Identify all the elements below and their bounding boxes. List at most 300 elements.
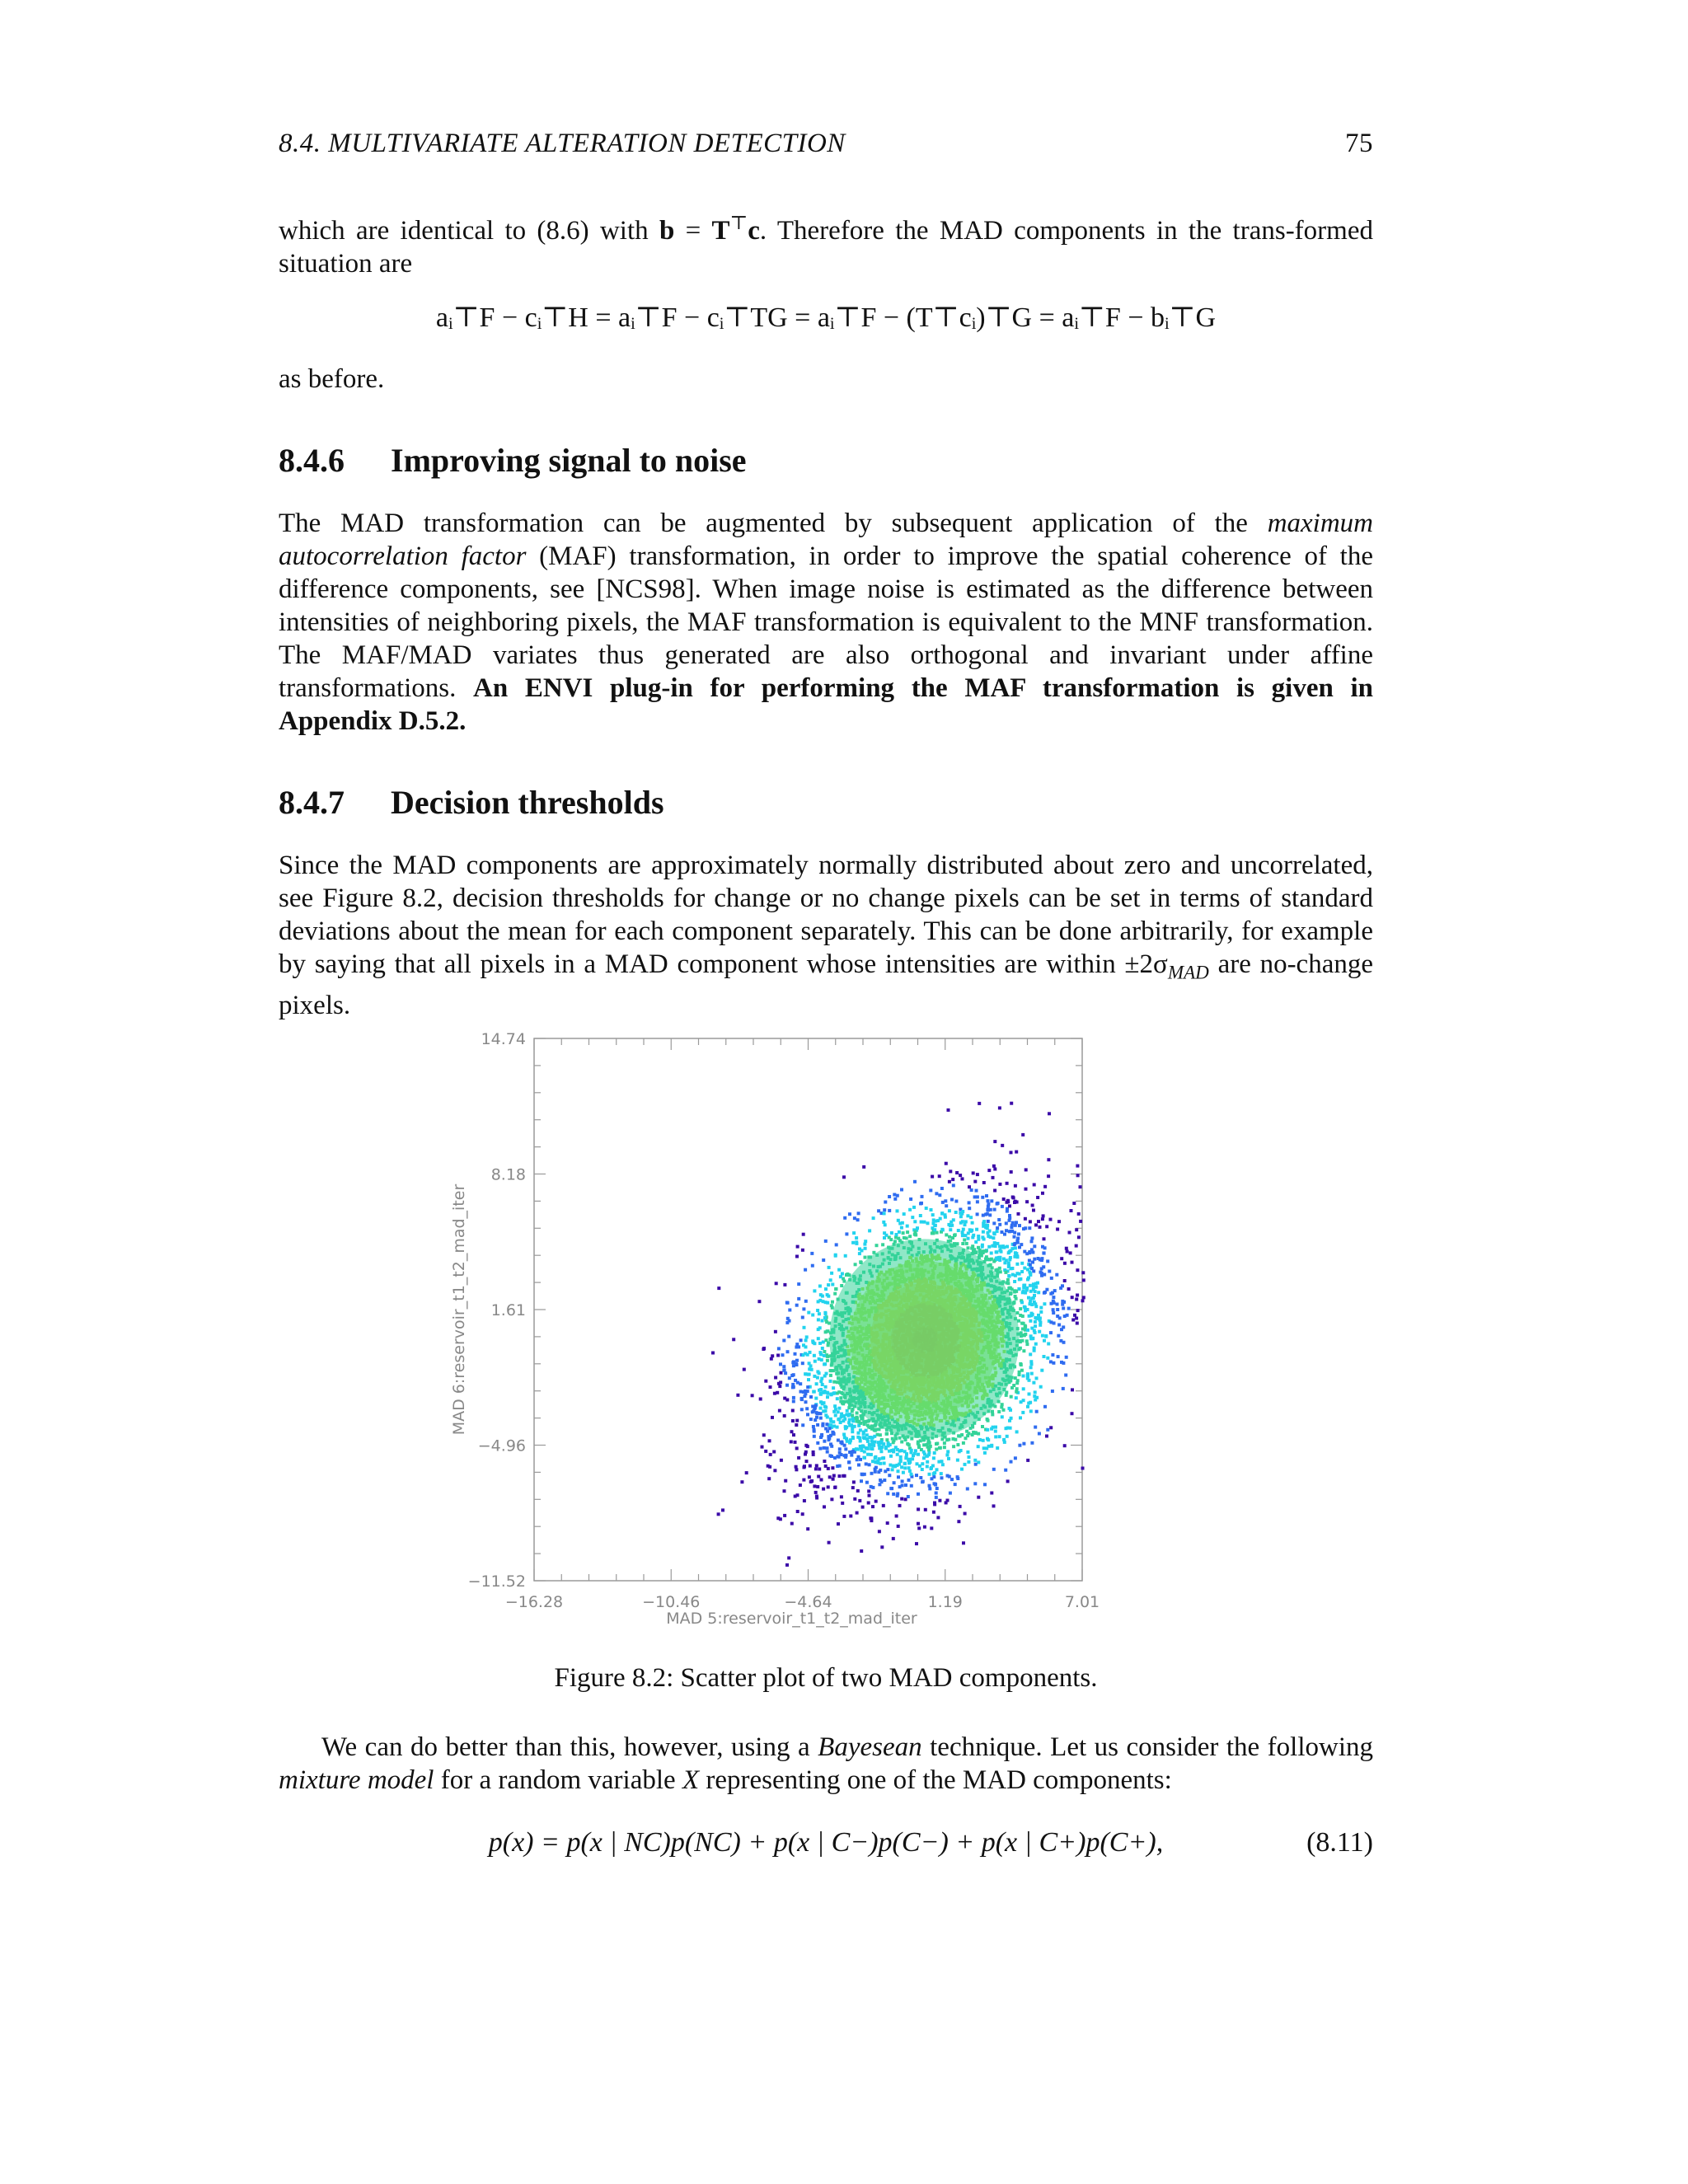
density-cell [908,1469,912,1473]
density-cell [935,1468,939,1471]
density-cell [829,1374,832,1377]
density-cell [856,1458,859,1461]
paragraph-847 [279,849,1373,1022]
density-cell [863,1436,866,1440]
density-cell [992,1236,995,1240]
density-cell [826,1395,829,1399]
density-cell [841,1502,844,1505]
density-cell [1015,1381,1019,1385]
y-tick-label: 8.18 [490,1165,526,1184]
density-cell [840,1495,843,1498]
density-cell [796,1381,799,1385]
p847-text-2: are no-change pixels. [279,949,1373,1020]
density-cell [903,1212,906,1216]
density-cell [813,1375,816,1378]
density-cell [782,1365,785,1368]
density-cell [875,1244,879,1247]
density-cell [940,1228,944,1231]
density-cell [824,1391,828,1394]
density-cell [721,1508,724,1511]
density-cell [874,1428,878,1432]
density-cell [909,1451,912,1454]
density-cell [861,1473,865,1476]
density-cell [1038,1432,1041,1436]
density-cell [1008,1419,1011,1422]
density-cell [976,1200,979,1203]
density-cell [866,1440,870,1443]
density-cell [1015,1297,1018,1301]
density-cell [1021,1133,1025,1137]
density-cell [955,1171,959,1174]
density-cell [1053,1322,1056,1325]
transpose-symbol: ⊤ [729,212,748,233]
density-cell [1034,1290,1037,1293]
density-cell [933,1471,936,1474]
density-cell [843,1454,846,1457]
density-cell [1048,1270,1051,1273]
density-cell [845,1232,848,1235]
density-cell [1015,1396,1018,1399]
density-cell [949,1492,952,1495]
density-cell [814,1491,818,1494]
density-cell [910,1473,913,1476]
density-cell [1023,1305,1026,1309]
density-cell [1048,1112,1051,1115]
density-cell [779,1362,782,1366]
density-cell [790,1430,794,1433]
density-cell [812,1451,815,1454]
density-cell [878,1443,881,1446]
density-cell [811,1314,814,1317]
density-cell [913,1233,917,1236]
density-cell [941,1201,945,1204]
density-cell [871,1505,874,1508]
density-cell [968,1201,971,1204]
running-head-section: 8.4. MULTIVARIATE ALTERATION DETECTION [279,129,846,158]
density-cell [870,1472,874,1475]
density-cell [1023,1250,1026,1254]
p846-text-1: The MAD transformation can be augmented by subsequent application of the [279,509,1268,538]
density-cell [1029,1273,1032,1277]
density-cell [1001,1144,1004,1147]
density-cell [956,1443,959,1446]
density-cell [862,1446,865,1449]
density-cell [1015,1390,1018,1394]
density-cell [1071,1388,1074,1391]
section-title: Decision thresholds [391,784,664,821]
density-cell [823,1316,827,1319]
density-cell [867,1502,870,1505]
density-cell [1075,1317,1078,1320]
density-cell [1052,1308,1055,1311]
density-cell [1082,1296,1085,1299]
density-cell [940,1437,944,1441]
density-cell [1047,1174,1050,1178]
density-cell [1063,1444,1067,1447]
density-cell [1006,1210,1009,1213]
density-cell [1001,1205,1004,1208]
density-cell [889,1238,893,1241]
density-cell [816,1441,819,1445]
density-cell [790,1440,793,1443]
density-cell [1043,1273,1046,1277]
density-cell [972,1171,975,1174]
density-cell [1041,1192,1044,1195]
density-cell [814,1397,818,1400]
density-cell [868,1463,871,1466]
density-cell [1015,1263,1019,1266]
density-cell [818,1447,822,1451]
density-cell [901,1483,904,1487]
density-cell [1046,1428,1049,1432]
density-cell [1006,1479,1010,1483]
density-cell [1077,1235,1081,1239]
density-cell [797,1297,800,1301]
density-cell [990,1252,993,1255]
density-cell [792,1360,795,1363]
density-cell [868,1229,871,1232]
density-cell [1033,1183,1036,1187]
density-cell [865,1481,869,1484]
density-cell [1035,1376,1039,1380]
density-cell [1014,1456,1017,1460]
density-cell [795,1304,799,1307]
density-cell [799,1338,803,1342]
density-cell [1062,1325,1065,1329]
density-cell [768,1465,771,1469]
density-cell [1028,1251,1031,1254]
density-cell [897,1525,900,1528]
density-cell [1063,1262,1067,1265]
density-cell [1022,1399,1025,1402]
density-cell [717,1512,720,1516]
density-cell [998,1435,1001,1438]
density-cell [1057,1220,1061,1223]
density-cell [1027,1296,1030,1300]
density-cell [846,1272,849,1276]
density-cell [821,1347,824,1350]
density-cell [998,1223,1001,1226]
density-cell [802,1233,805,1236]
density-cell [848,1418,851,1422]
density-cell [860,1418,863,1421]
density-cell [829,1380,832,1383]
density-cell [813,1435,816,1438]
density-cell [806,1390,809,1393]
y-axis-title: MAD 6:reservoir_t1_t2_mad_iter [450,1183,468,1436]
density-cell [784,1479,787,1483]
density-cell [966,1488,969,1491]
density-cell [1030,1236,1034,1240]
density-cell [1014,1246,1017,1249]
density-cell [822,1488,825,1491]
density-cell [1017,1212,1020,1216]
density-cell [1020,1270,1024,1273]
density-cell [1057,1324,1061,1327]
density-cell [952,1445,955,1448]
density-cell [771,1354,774,1357]
density-cell [809,1480,813,1483]
density-cell [1014,1376,1017,1380]
density-cell [831,1301,834,1304]
density-cell [1046,1259,1049,1263]
density-cell [966,1214,969,1217]
density-cell [945,1162,948,1165]
density-cell [1008,1204,1011,1207]
density-cell [1025,1188,1028,1191]
density-cell [1019,1416,1022,1419]
density-cell [1037,1220,1040,1223]
density-cell [923,1526,926,1529]
density-cell [913,1180,917,1183]
density-cell [998,1183,1001,1186]
density-cell [1010,1291,1013,1295]
density-cell [1014,1184,1017,1188]
density-cell [883,1462,886,1465]
density-cell [1040,1267,1043,1270]
density-cell [968,1207,971,1210]
density-cell [853,1216,856,1220]
density-cell [948,1209,951,1212]
density-cell [781,1353,785,1357]
density-cell [991,1410,994,1413]
density-cell [1028,1259,1031,1263]
density-cell [898,1450,902,1453]
density-cell [900,1441,903,1444]
density-cell [949,1169,952,1173]
density-cell [711,1352,715,1355]
density-cell [780,1459,783,1462]
density-cell [1031,1337,1034,1340]
density-cell [832,1410,836,1413]
density-cell [929,1188,932,1192]
density-cell [857,1455,860,1459]
intro-text-b: . Therefore the MAD components in the trans-formed situation are [279,216,1373,279]
density-cell [801,1423,804,1427]
density-cell [1030,1372,1034,1376]
density-cell [777,1382,781,1385]
density-cell [1020,1331,1023,1334]
density-cell [1076,1294,1079,1297]
density-cell [852,1480,856,1483]
density-cell [828,1427,832,1430]
density-cell [937,1460,940,1464]
density-cell [1043,1339,1046,1343]
density-cell [905,1452,908,1455]
density-cell [780,1371,783,1375]
density-cell [851,1409,854,1413]
density-cell [997,1410,1001,1413]
density-cell [922,1221,926,1224]
density-cell [828,1438,831,1441]
density-cell [1076,1165,1079,1168]
density-cell [1028,1315,1031,1318]
density-cell [791,1385,795,1389]
density-cell [1035,1410,1039,1413]
density-cell [892,1493,895,1496]
density-cell [769,1453,772,1456]
density-cell [827,1435,830,1438]
density-cell [865,1462,868,1465]
density-cell [818,1468,821,1471]
density-cell [987,1169,991,1172]
density-cell [967,1246,970,1249]
density-cell [814,1360,817,1363]
density-cell [829,1278,832,1282]
density-cell [973,1459,977,1462]
density-cell [1056,1308,1059,1311]
density-cell [837,1522,840,1526]
density-cell [905,1455,908,1459]
density-cell [982,1439,985,1442]
x-axis-title: MAD 5:reservoir_t1_t2_mad_iter [666,1610,917,1628]
density-cell [917,1522,920,1526]
density-cell [917,1526,921,1530]
density-cell [901,1479,904,1483]
density-cell [1034,1320,1037,1324]
density-cell [857,1212,860,1215]
density-cell [834,1254,837,1257]
density-cell [1049,1218,1053,1221]
density-cell [816,1309,819,1312]
density-cell [880,1545,884,1549]
density-cell [843,1418,846,1421]
density-cell [819,1417,823,1420]
density-cell [883,1212,886,1215]
density-cell [961,1177,964,1180]
density-cell [787,1335,790,1338]
density-cell [1079,1220,1082,1223]
density-cell [975,1228,978,1231]
density-cell [1076,1309,1080,1312]
density-cell [1026,1329,1029,1332]
density-cell [847,1421,851,1424]
density-cell [823,1446,826,1450]
density-cell [991,1244,994,1248]
density-cell [948,1235,951,1239]
density-cell [830,1497,833,1501]
density-cell [787,1556,790,1559]
density-cell [1030,1441,1034,1445]
density-cell [861,1506,865,1509]
density-cell [1013,1280,1016,1283]
density-cell [764,1380,767,1383]
x-tick-label: −10.46 [642,1593,701,1611]
density-cell [964,1223,967,1226]
density-cell [928,1473,931,1476]
density-cell [826,1446,829,1450]
density-cell [773,1469,776,1472]
density-cell [888,1209,891,1212]
density-cell [987,1199,990,1202]
density-cell [970,1188,973,1192]
density-cell [833,1404,837,1408]
density-cell [883,1208,886,1212]
density-cell [1067,1287,1071,1291]
density-cell [814,1418,817,1422]
intro-eq-sign: = [674,216,712,246]
y-tick-label: −11.52 [467,1572,526,1591]
density-cell [968,1455,971,1459]
density-cell [775,1282,778,1285]
density-cell [881,1243,884,1246]
density-cell [812,1409,815,1413]
density-cell [1034,1390,1037,1394]
density-cell [1022,1387,1025,1390]
density-cell [873,1435,876,1438]
density-cell [994,1435,997,1438]
density-cell [782,1369,785,1372]
density-cell [1024,1217,1027,1221]
density-cell [933,1451,936,1455]
density-cell [855,1447,858,1451]
density-cell [848,1212,851,1216]
density-cell [830,1272,833,1275]
density-cell [1067,1307,1071,1310]
density-cell [959,1221,963,1225]
density-cell [717,1286,720,1290]
density-cell [1011,1273,1015,1277]
density-cell [1062,1387,1065,1390]
density-cell [864,1420,867,1423]
density-cell [907,1495,910,1498]
density-cell [971,1244,974,1248]
var-b: b [659,216,675,246]
density-cell [996,1268,999,1272]
density-cell [813,1289,816,1292]
density-cell [870,1447,873,1451]
density-cell [759,1398,762,1401]
density-cell [821,1383,824,1386]
density-cell [945,1454,949,1457]
density-cell [845,1437,848,1441]
density-cell [1065,1247,1068,1250]
density-cell [1073,1314,1076,1317]
density-cell [1025,1343,1029,1346]
density-cell [939,1446,942,1450]
density-cell [853,1497,856,1501]
density-cell [842,1175,846,1179]
density-cell [1076,1322,1079,1325]
density-cell [1063,1279,1067,1282]
density-cell [1005,1282,1008,1285]
density-cell [911,1216,914,1219]
density-cell [856,1218,860,1221]
density-cell [921,1195,924,1198]
density-cell [944,1216,947,1219]
density-cell [821,1319,824,1323]
density-cell [1046,1357,1049,1360]
density-cell [783,1414,786,1418]
density-cell [1043,1355,1046,1358]
density-cell [1016,1255,1020,1258]
density-cell [1041,1217,1044,1221]
density-cell [867,1489,870,1493]
density-cell [1071,1412,1074,1415]
density-cell [915,1542,918,1545]
density-cell [898,1463,901,1466]
density-cell [851,1427,854,1430]
density-cell [1037,1257,1040,1260]
density-cell [1072,1202,1076,1205]
density-cell [790,1522,794,1526]
density-cell [1022,1442,1025,1446]
density-cell [1023,1267,1026,1270]
density-cell [1029,1302,1032,1305]
density-cell [1069,1251,1072,1254]
density-cell [882,1221,885,1224]
density-cell [817,1318,820,1321]
